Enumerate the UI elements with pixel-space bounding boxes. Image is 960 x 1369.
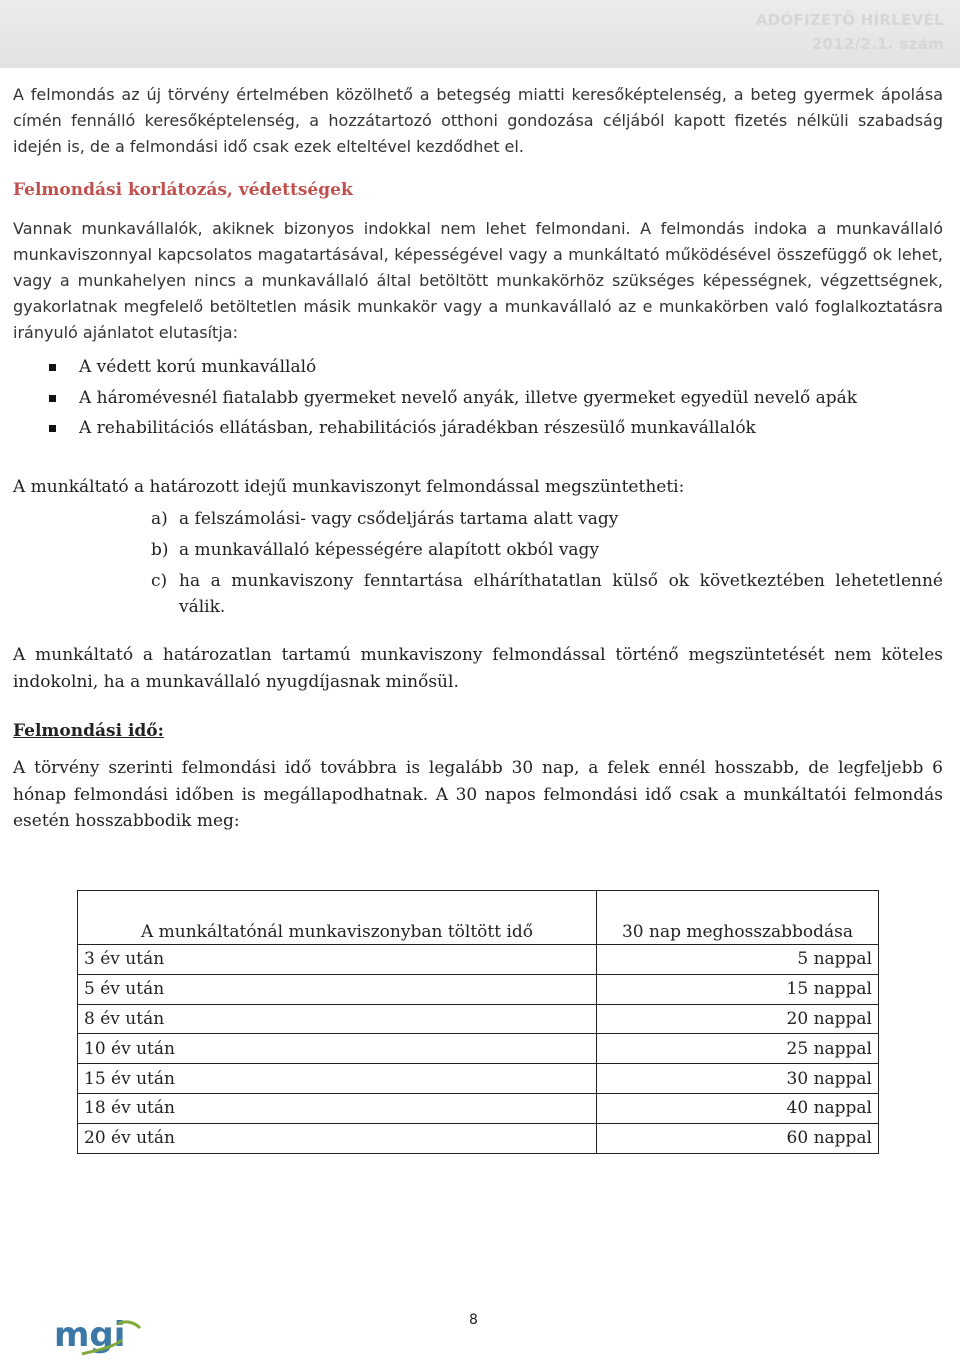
list-item: b) a munkavállaló képességére alapított okból vagy [151,540,600,560]
section-heading-restrictions: Felmondási korlátozás, védettségek [13,180,353,200]
list-item: A háromévesnél fiatalabb gyermeket nevelő anyák, illetve gyermeket egyedül nevelő apák [13,383,943,414]
table-row: 3 év után 5 nappal [78,945,879,975]
newsletter-name: ADÓFIZETŐ HÍRLEVÉL [755,11,944,29]
issue-number: 2012/2.1. szám [811,35,944,53]
square-bullet-icon [49,364,56,371]
mgi-logo-icon [52,1310,182,1365]
list-item: A védett korú munkavállaló [13,352,943,383]
intro-paragraph: A felmondás az új törvény értelmében közölhető a betegség miatti keresőképtelenség, a beteg gyermek ápolása címén fennálló keresőképtelenség, a hozzátartozó otthoni gondozása céljából kapott fizetés nélküli szabadság idején is, de a felmondási idő csak ezek elteltével kezdődhet el. [13,85,943,156]
document-body [13,82,943,835]
restrictions-paragraph: Vannak munkavállalók, akiknek bizonyos indokkal nem lehet felmondani. A felmondás indoka a munkavállaló munkaviszonnyal kapcsolatos magatartásával, képességével vagy a munkáltató működésével összefüggő ok lehet, vagy a munkahelyen nincs a munkavállaló által betöltött munkakörhöz szükséges képességnek, végzettségnek, gyakorlatnak megfelelő betöltetlen másik munkakör vagy a munkavállaló az e munkakörben való foglalkoztatásra irányuló ajánlatot elutasítja: [13,219,943,342]
newsletter-title [756,8,944,56]
column-header-extension: 30 nap meghosszabbodása [597,891,879,945]
list-item: A rehabilitációs ellátásban, rehabilitációs járadékban részesülő munkavállalók [13,413,943,444]
indefinite-term-paragraph: A munkáltató a határozatlan tartamú munkaviszony felmondással történő megszüntetését nem köteles indokolni, ha a munkavállaló nyugdíjasnak minősül. [13,645,943,692]
page-number: 8 [469,1312,478,1328]
table-row: 8 év után 20 nappal [78,1004,879,1034]
list-item: a) a felszámolási- vagy csődeljárás tartama alatt vagy [151,509,619,529]
list-item: c) ha a munkaviszony fenntartása elháríthatatlan külső ok következtében lehetetlenné válik. [151,571,943,617]
header-band [0,0,960,68]
table-row: 18 év után 40 nappal [78,1093,879,1123]
column-header-service-time: A munkáltatónál munkaviszonyban töltött idő [78,891,597,945]
square-bullet-icon [49,425,56,432]
section-heading-notice-period: Felmondási idő: [13,721,164,741]
fixed-term-conditions-list [13,506,943,620]
square-bullet-icon [49,395,56,402]
table-row: 20 év után 60 nappal [78,1123,879,1153]
protected-groups-list [13,352,943,444]
notice-extension-table [77,890,879,1154]
table-row: 15 év után 30 nappal [78,1064,879,1094]
table-header-row [78,891,879,945]
mgi-logo [52,1310,182,1365]
logo-text: mgi [54,1315,126,1355]
notice-period-paragraph: A törvény szerinti felmondási idő továbbra is legalább 30 nap, a felek ennél hosszabb, de legfeljebb 6 hónap felmondási időben is megállapodhatnak. A 30 napos felmondási idő csak a munkáltatói felmondás esetén hosszabbodik meg: [13,758,943,831]
fixed-term-paragraph: A munkáltató a határozott idejű munkaviszonyt felmondással megszüntetheti: [13,476,685,497]
table-row: 5 év után 15 nappal [78,974,879,1004]
table-row: 10 év után 25 nappal [78,1034,879,1064]
